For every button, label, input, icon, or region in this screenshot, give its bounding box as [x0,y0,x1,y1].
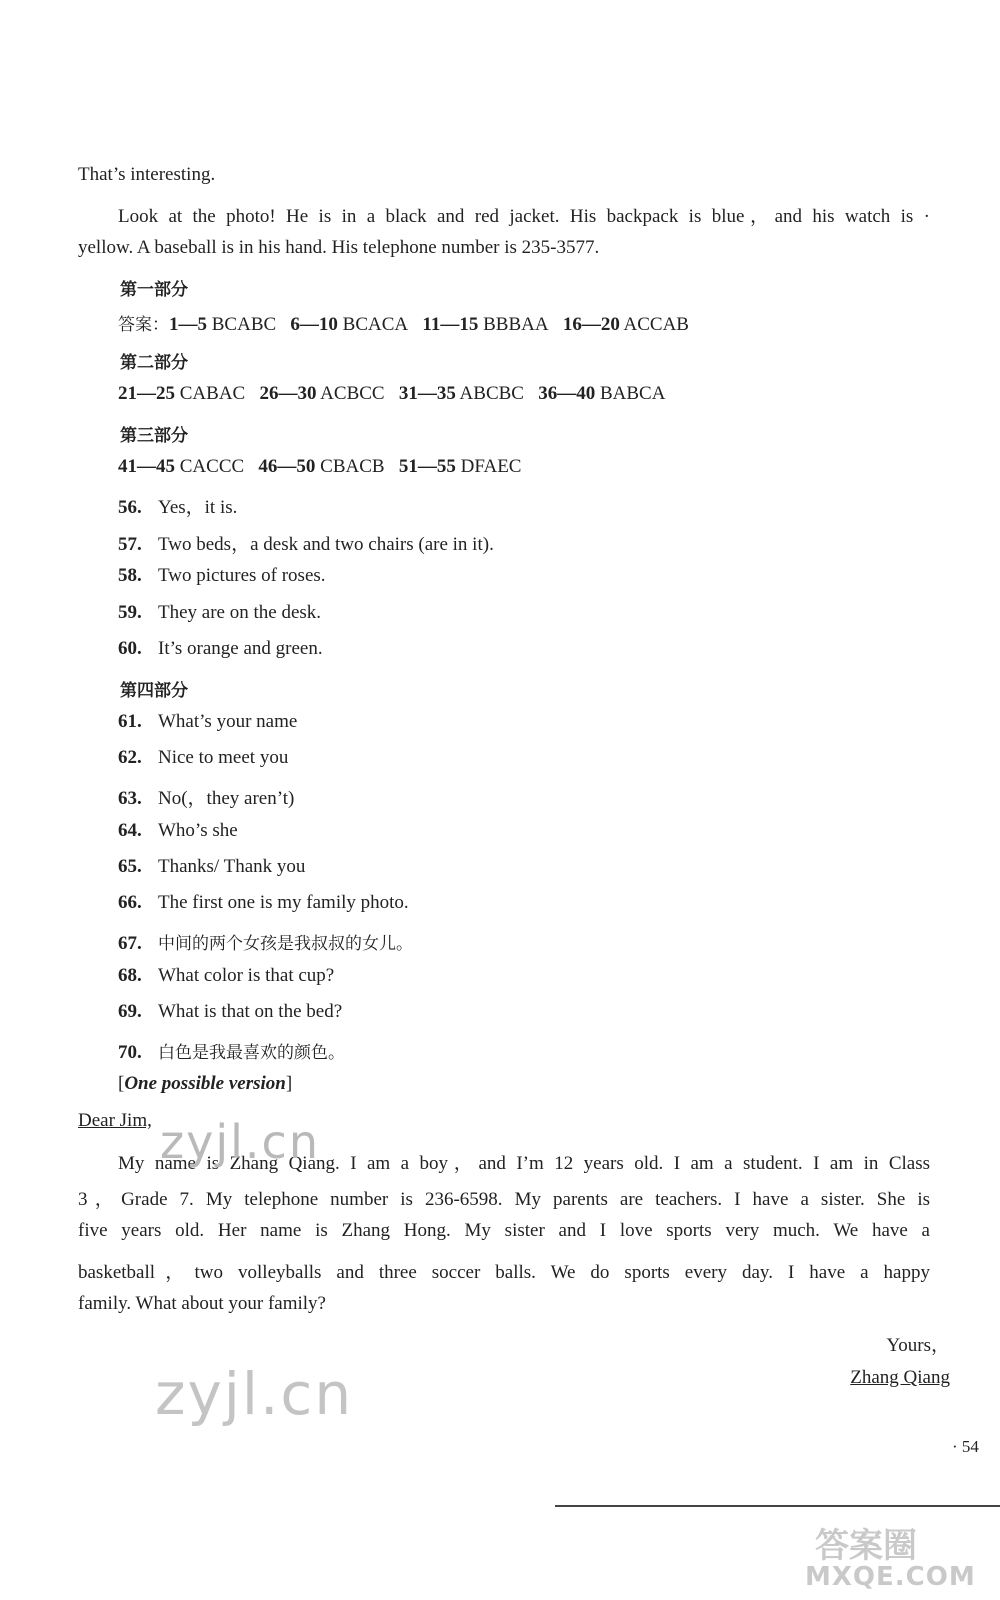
answer-item: 56. Yes，it is. [118,497,238,518]
watermark-zyjl-bottom: zyjl.cn [155,1360,354,1428]
answer-item: 66. The first one is my family photo. [118,892,409,913]
answer-item: 60. It’s orange and green. [118,638,323,659]
answer-item: 65. Thanks/ Thank you [118,856,306,877]
letter-signature: Zhang Qiang [850,1367,950,1388]
letter-line: 3，Grade 7. My telephone number is 236-6598. My parents are teachers. I have a sister. She is [78,1189,930,1210]
answer-item: 61. What’s your name [118,711,298,732]
answer-item: 58. Two pictures of roses. [118,565,326,586]
answer-item: 70. 白色是我最喜欢的颜色。 [118,1042,345,1063]
letter-closing: Yours， [886,1335,950,1356]
answer-item: 57. Two beds，a desk and two chairs (are in it). [118,534,494,555]
watermark-mxqe: MXQE.COM [805,1562,976,1592]
section-part4-heading: 第四部分 [120,681,188,701]
paragraph-intro: That’s interesting. [78,164,216,185]
page-number: · 54 [952,1437,979,1456]
letter-line: My name is Zhang Qiang. I am a boy，and I’m 12 years old. I am a student. I am in Class [118,1153,930,1174]
part2-answers: 21—25 CABAC 26—30 ACBCC 31—35 ABCBC 36—40 BABCA [118,383,666,404]
watermark-daanquan: 答案圈 [815,1526,917,1566]
answer-item: 62. Nice to meet you [118,747,289,768]
answer-item: 64. Who’s she [118,820,238,841]
answer-item: 63. No(，they aren’t) [118,788,295,809]
version-label: [One possible version] [118,1073,293,1094]
watermark-zyjl-top: zyjl.cn [160,1115,320,1169]
letter-greeting: Dear Jim, [78,1110,152,1131]
answer-item: 59. They are on the desk. [118,602,322,623]
answer-item: 69. What is that on the bed? [118,1001,343,1022]
letter-line: family. What about your family? [78,1293,326,1314]
letter-line: five years old. Her name is Zhang Hong. My sister and I love sports very much. We have a [78,1220,930,1241]
answer-item: 68. What color is that cup? [118,965,335,986]
footer-rule [555,1505,1000,1507]
section-part2-heading: 第二部分 [120,353,188,373]
paragraph-photo-line1: Look at the photo! He is in a black and red jacket. His backpack is blue，and his watch is · [118,206,930,227]
part3-answers: 41—45 CACCC 46—50 CBACB 51—55 DFAEC [118,456,522,477]
answer-item: 67. 中间的两个女孩是我叔叔的女儿。 [118,933,413,954]
letter-line: basketball，two volleyballs and three soccer balls. We do sports every day. I have a happy [78,1262,930,1283]
paragraph-photo-line2: yellow. A baseball is in his hand. His telephone number is 235-3577. [78,237,600,258]
part1-answers: 答案：1—5 BCABC 6—10 BCACA 11—15 BBBAA 16—20 ACCAB [118,314,689,335]
section-part1-heading: 第一部分 [120,280,188,300]
answer-prefix: 答案： [118,315,169,335]
section-part3-heading: 第三部分 [120,426,188,446]
